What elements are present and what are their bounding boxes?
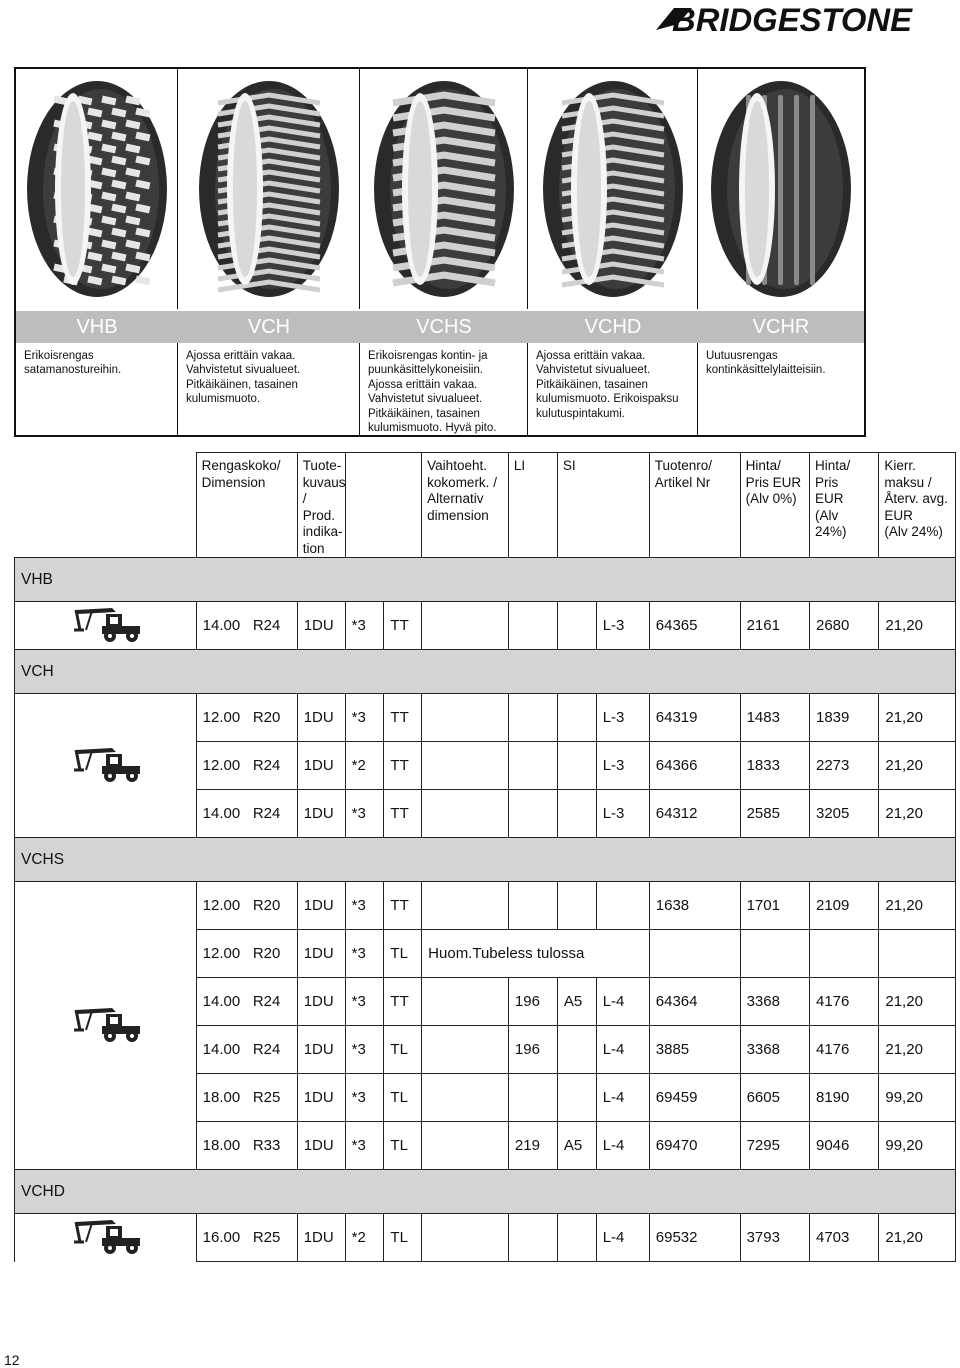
container-handler-icon [72,604,144,644]
cell-lcode: L-3 [596,790,649,838]
tire-title-vhb: VHB [76,316,118,338]
dimension-rim: R24 [248,1041,281,1058]
cell-fee: 21,20 [879,742,956,790]
cell-price-vat: 8190 [809,1074,878,1122]
cell-article [649,930,740,978]
header-line: (Alv 24%) [884,524,943,539]
header-line: EUR [814,491,844,506]
cell-price-vat: 4176 [809,1026,878,1074]
cell-price: 1833 [740,742,809,790]
cell-type: TT [384,602,422,650]
header-line: tion [302,540,325,556]
tire-description-vchd [528,343,698,437]
header-line: Dimension [201,474,266,490]
header-line: indika- [302,524,343,539]
group-label: VCHS [15,838,956,882]
cell-type: TL [384,1074,422,1122]
dimension-size: 12.00 [202,757,241,774]
cell-article: 1638 [649,882,740,930]
cell-fee: 21,20 [879,978,956,1026]
header-line: SI [562,458,576,473]
tire-image-row [16,69,864,309]
description-line: Ajossa erittäin vakaa. [536,350,646,362]
tire-description-vhb [16,343,178,437]
cell-star: *2 [345,742,384,790]
cell-lcode [596,882,649,930]
cell-article: 64319 [649,694,740,742]
description-line: Pitkäikäinen, tasainen [536,378,648,391]
cell-alt-dimension [422,882,509,930]
header-line: Alternativ [427,491,484,506]
cell-article: 69470 [649,1122,740,1170]
cell-fee: 99,20 [879,1074,956,1122]
cell-li: 196 [508,978,557,1026]
table-row [15,694,956,742]
cell-dimension [196,742,297,790]
cell-lcode: L-4 [596,1074,649,1122]
cell-fee: 21,20 [879,694,956,742]
tire-description-vch [178,343,360,437]
dimension-size: 14.00 [202,993,241,1010]
cell-fee: 99,20 [879,1122,956,1170]
dimension-rim: R24 [248,617,281,634]
cell-product: 1DU [297,1074,345,1122]
cell-price: 2161 [740,602,809,650]
cell-note: Huom.Tubeless tulossa [422,930,650,978]
cell-type: TT [384,978,422,1026]
header-line: dimension [427,507,489,523]
cell-product: 1DU [297,1026,345,1074]
header-blank [15,453,197,558]
group-label: VCHD [15,1170,956,1214]
group-row-vchs [15,838,956,882]
cell-star: *3 [345,1026,384,1074]
cell-product: 1DU [297,602,345,650]
header-price [740,453,809,558]
tire-cell-vchr [698,69,864,309]
cell-type: TL [384,1122,422,1170]
dimension-rim: R20 [248,709,281,726]
group-label: VCH [15,650,956,694]
cell-si [557,742,596,790]
description-line: kontinkäsittelylaitteisiin. [706,364,826,377]
header-si [557,453,649,558]
cell-si: A5 [557,978,596,1026]
cell-price-vat: 2273 [809,742,878,790]
cell-star: *3 [345,790,384,838]
cell-li [508,602,557,650]
cell-type: TL [384,1026,422,1074]
cell-si [557,602,596,650]
cell-li: 219 [508,1122,557,1170]
tire-description-row [16,343,864,437]
dimension-rim: R25 [248,1089,281,1106]
header-line: Tuote- [302,458,342,473]
header-line: Rengaskoko/ [201,458,281,473]
cell-li [508,1074,557,1122]
tire-description-vchr [698,343,864,437]
cell-fee: 21,20 [879,790,956,838]
header-line: kuvaus [302,474,346,490]
description-line: kulumismuoto. [186,393,261,406]
dimension-rim: R24 [248,993,281,1010]
cell-si [557,1214,596,1262]
cell-dimension [196,790,297,838]
cell-dimension [196,694,297,742]
table-header-row [15,453,956,558]
cell-price-vat: 1839 [809,694,878,742]
description-line: Pitkäikäinen, tasainen [368,407,480,420]
header-line: Hinta/ [814,458,851,473]
tire-title-vch: VCH [247,316,291,338]
tire-cell-vhb [16,69,178,309]
cell-lcode: L-3 [596,742,649,790]
dimension-rim: R33 [248,1137,281,1154]
description-line: Ajossa erittäin vakaa. [368,378,478,391]
cell-article: 64364 [649,978,740,1026]
cell-type: TT [384,790,422,838]
header-line: maksu / [884,474,932,490]
dimension-rim: R24 [248,805,281,822]
tire-overview [14,67,866,437]
header-line: Tuotenro/ [654,458,713,473]
cell-article: 69459 [649,1074,740,1122]
header-product [297,453,345,558]
cell-si [557,694,596,742]
cell-type: TT [384,694,422,742]
tire-title-vchr: VCHR [752,316,810,338]
cell-star: *2 [345,1214,384,1262]
cell-dimension [196,882,297,930]
cell-fee [879,930,956,978]
cell-price: 3368 [740,1026,809,1074]
tire-title-vchd: VCHD [584,316,642,338]
cell-lcode: L-4 [596,978,649,1026]
cell-fee: 21,20 [879,1214,956,1262]
table-row [15,602,956,650]
dimension-size: 12.00 [202,945,241,962]
cell-li [508,742,557,790]
dimension-size: 14.00 [202,617,241,634]
cell-price [740,930,809,978]
cell-star: *3 [345,694,384,742]
header-alt-dimension [422,453,509,558]
page-number: 12 [4,1352,20,1368]
dimension-size: 18.00 [202,1089,241,1106]
cell-si [557,882,596,930]
tire-cell-vchs [360,69,528,309]
header-line: 24%) [814,524,847,539]
cell-product: 1DU [297,930,345,978]
description-line: satamanostureihin. [24,364,122,377]
cell-price-vat: 2680 [809,602,878,650]
container-handler-icon [72,744,144,784]
cell-dimension [196,602,297,650]
cell-dimension [196,1122,297,1170]
cell-type: TT [384,742,422,790]
dimension-size: 14.00 [202,805,241,822]
description-line: Ajossa erittäin vakaa. [186,350,296,362]
group-row-vhb [15,558,956,602]
vehicle-image-cell [15,1214,197,1262]
cell-product: 1DU [297,790,345,838]
price-table [14,452,956,1262]
header-line: Pris EUR [745,474,802,490]
vehicle-image-cell [15,694,197,838]
cell-product: 1DU [297,1214,345,1262]
cell-star: *3 [345,978,384,1026]
cell-alt-dimension [422,790,509,838]
cell-fee: 21,20 [879,882,956,930]
logo-text: BRIDGESTONE [672,2,914,36]
cell-si [557,1026,596,1074]
cell-star: *3 [345,1122,384,1170]
group-row-vch [15,650,956,694]
header-line: Hinta/ [745,458,781,473]
cell-li: 196 [508,1026,557,1074]
table-row [15,882,956,930]
header-fee [879,453,956,558]
header-line: LI [513,458,526,473]
vchd-tire-image [538,79,688,299]
cell-product: 1DU [297,882,345,930]
cell-alt-dimension [422,1214,509,1262]
cell-lcode: L-4 [596,1214,649,1262]
header-line: Pris [814,474,839,490]
container-handler-icon [72,1004,144,1044]
cell-dimension [196,1026,297,1074]
tire-cell-vchd [528,69,698,309]
cell-type: TL [384,1214,422,1262]
dimension-size: 16.00 [202,1229,241,1246]
header-line: EUR [884,507,913,523]
cell-star: *3 [345,930,384,978]
cell-article: 69532 [649,1214,740,1262]
cell-lcode: L-3 [596,602,649,650]
tire-title-vchs: VCHS [416,316,472,338]
header-line: Återv. avg. [884,491,948,506]
header-line: / Prod. [302,491,335,523]
cell-type: TL [384,930,422,978]
cell-alt-dimension [422,742,509,790]
cell-alt-dimension [422,1074,509,1122]
cell-price-vat: 2109 [809,882,878,930]
cell-price-vat: 9046 [809,1122,878,1170]
description-line: kulutuspintakumi. [536,407,625,420]
cell-li [508,1214,557,1262]
cell-price: 3368 [740,978,809,1026]
cell-price-vat: 3205 [809,790,878,838]
vhb-tire-image [22,79,172,299]
cell-product: 1DU [297,978,345,1026]
header-empty [345,453,422,558]
description-line: Vahvistetut sivualueet. [368,393,483,406]
header-line: Kierr. [884,458,916,473]
header-line: (Alv 0%) [745,491,797,506]
cell-fee: 21,20 [879,1026,956,1074]
cell-price: 3793 [740,1214,809,1262]
cell-price: 1483 [740,694,809,742]
cell-alt-dimension [422,694,509,742]
cell-si [557,1074,596,1122]
description-line: Erikoisrengas [24,350,94,362]
cell-article: 64365 [649,602,740,650]
header-li [508,453,557,558]
cell-si [557,790,596,838]
header-article [649,453,740,558]
header-line: (Alv [814,507,839,523]
cell-lcode: L-3 [596,694,649,742]
header-line: Artikel Nr [654,474,711,490]
cell-li [508,694,557,742]
cell-li [508,882,557,930]
cell-star: *3 [345,882,384,930]
description-line: Vahvistetut sivualueet. [186,364,301,377]
description-line: Pitkäikäinen, tasainen [186,378,298,391]
cell-dimension [196,930,297,978]
cell-alt-dimension [422,978,509,1026]
cell-alt-dimension [422,602,509,650]
cell-star: *3 [345,602,384,650]
cell-article: 64366 [649,742,740,790]
description-line: Erikoisrengas kontin- ja [368,350,488,362]
tire-title-bar [16,311,864,343]
group-label: VHB [15,558,956,602]
tire-description-vchs [360,343,528,437]
cell-type: TT [384,882,422,930]
cell-price: 7295 [740,1122,809,1170]
cell-alt-dimension [422,1026,509,1074]
description-line: puunkäsittelykoneisiin. [368,364,484,377]
bridgestone-logo [652,2,916,36]
vehicle-image-cell [15,602,197,650]
description-line: kulumismuoto. Hyvä pito. [368,422,497,435]
cell-fee: 21,20 [879,602,956,650]
cell-article: 3885 [649,1026,740,1074]
cell-product: 1DU [297,742,345,790]
cell-product: 1DU [297,1122,345,1170]
dimension-size: 12.00 [202,709,241,726]
cell-price-vat [809,930,878,978]
header-dimension [196,453,297,558]
dimension-rim: R20 [248,945,281,962]
cell-alt-dimension [422,1122,509,1170]
cell-dimension [196,1074,297,1122]
cell-price: 2585 [740,790,809,838]
dimension-size: 18.00 [202,1137,241,1154]
cell-dimension [196,1214,297,1262]
cell-dimension [196,978,297,1026]
vchr-tire-image [706,79,856,299]
dimension-rim: R25 [248,1229,281,1246]
cell-product: 1DU [297,694,345,742]
group-row-vchd [15,1170,956,1214]
cell-article: 64312 [649,790,740,838]
table-row [15,1214,956,1262]
description-line: Uutuusrengas [706,350,778,362]
cell-si: A5 [557,1122,596,1170]
dimension-rim: R24 [248,757,281,774]
cell-star: *3 [345,1074,384,1122]
header-line: kokomerk. / [427,474,497,490]
header-price-vat [809,453,878,558]
cell-li [508,790,557,838]
vchs-tire-image [369,79,519,299]
cell-price-vat: 4703 [809,1214,878,1262]
vehicle-image-cell [15,882,197,1170]
description-line: Vahvistetut sivualueet. [536,364,651,377]
container-handler-icon [72,1216,144,1256]
cell-lcode: L-4 [596,1122,649,1170]
vch-tire-image [194,79,344,299]
dimension-size: 12.00 [202,897,241,914]
cell-price: 1701 [740,882,809,930]
cell-price-vat: 4176 [809,978,878,1026]
cell-price: 6605 [740,1074,809,1122]
dimension-rim: R20 [248,897,281,914]
cell-lcode: L-4 [596,1026,649,1074]
description-line: kulumismuoto. Erikoispaksu [536,393,679,406]
dimension-size: 14.00 [202,1041,241,1058]
tire-cell-vch [178,69,360,309]
header-line: Vaihtoeht. [427,458,487,473]
